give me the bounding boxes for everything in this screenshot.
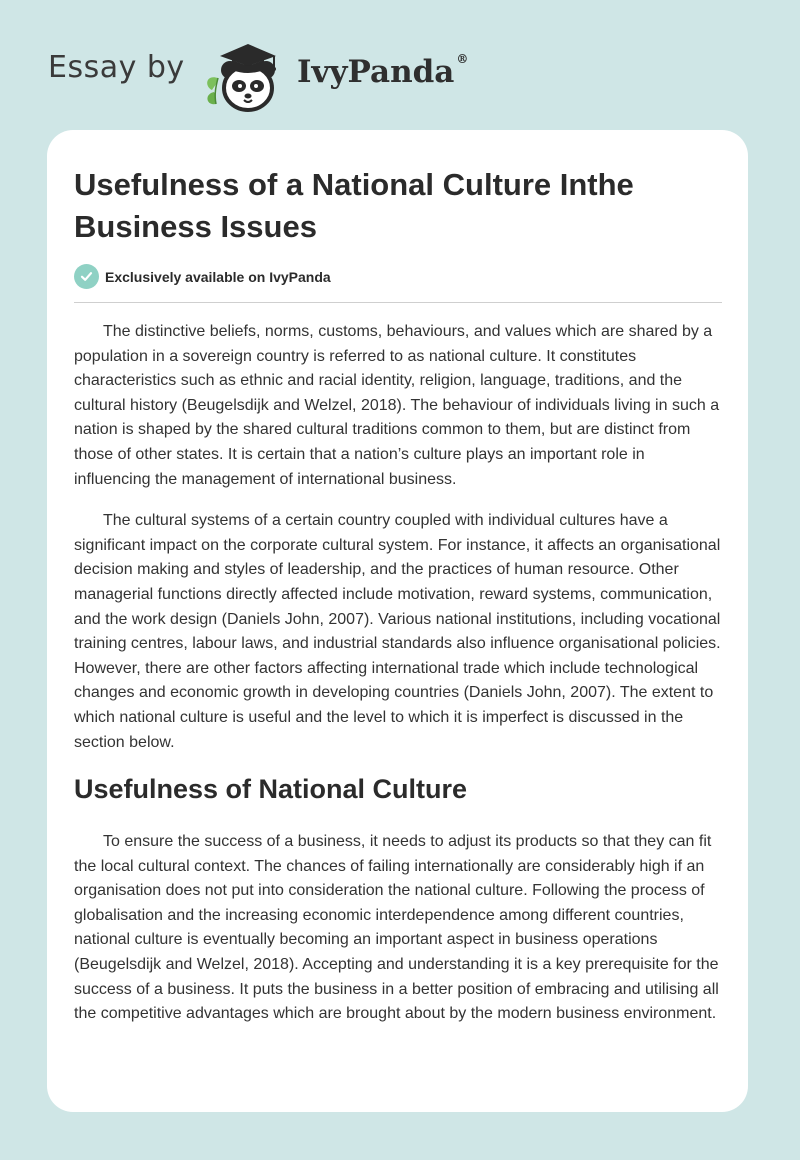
ivy-leaf-icon xyxy=(207,77,218,104)
section-heading: Usefulness of National Culture xyxy=(74,774,468,805)
divider xyxy=(74,302,722,303)
site-header xyxy=(0,0,800,130)
paragraph: The cultural systems of a certain country coupled with individual cultures have a significant impact on the corporate cultural system. For instance, it affects an organisational decision making and styles of leadership, and the practices of human resource. Other managerial functions directly affected include motivation, reward systems, communication, and the work design (Daniels John, 2007). Various national institutions, including vocational training centres, labour laws, and industrial standards also influence organisational policies. However, there are other factors affecting international trade which include technological changes and economic growth in developing countries (Daniels John, 2007). The extent to which national culture is useful and the level to which it is imperfect is discussed in the section below. xyxy=(74,512,721,751)
check-icon xyxy=(74,264,99,289)
registered-mark: ® xyxy=(456,52,469,66)
article-card xyxy=(47,130,748,1112)
article-body xyxy=(74,320,724,1044)
essay-by-label: Essay by xyxy=(48,50,185,85)
paragraph: To ensure the success of a business, it needs to adjust its products so that they can fit the local cultural context. The chances of failing internationally are considerably high if an organisation does not put into consideration the national culture. Following the process of globalisation and the increasing economic interdependence among different countries, national culture is eventually becoming an important aspect in business operations (Beugelsdijk and Welzel, 2018). Accepting and understanding it is a key prerequisite for the success of a business. It puts the business in a better position of embracing and utilising all the competitive advantages which are brought about by the modern business environment. xyxy=(74,833,719,1023)
panda-graduate-logo-icon[interactable] xyxy=(200,34,292,114)
exclusive-badge xyxy=(74,264,331,289)
brand-name[interactable] xyxy=(297,54,468,90)
article-title: Usefulness of a National Culture Inthe Business Issues xyxy=(74,167,634,244)
paragraph: The distinctive beliefs, norms, customs, behaviours, and values which are shared by a population in a sovereign country is referred to as national culture. It constitutes characteristics such as ethnic and racial identity, religion, language, traditions, and the cultural history (Beugelsdijk and Welzel, 2018). The behaviour of individuals living in such a nation is shaped by the shared cultural traditions common to them, but are distinct from those of other states. It is certain that a nation’s culture plays an important role in influencing the management of international business. xyxy=(74,323,720,488)
brand-name-text: IvyPanda xyxy=(297,54,455,90)
exclusive-badge-label: Exclusively available on IvyPanda xyxy=(105,268,331,285)
